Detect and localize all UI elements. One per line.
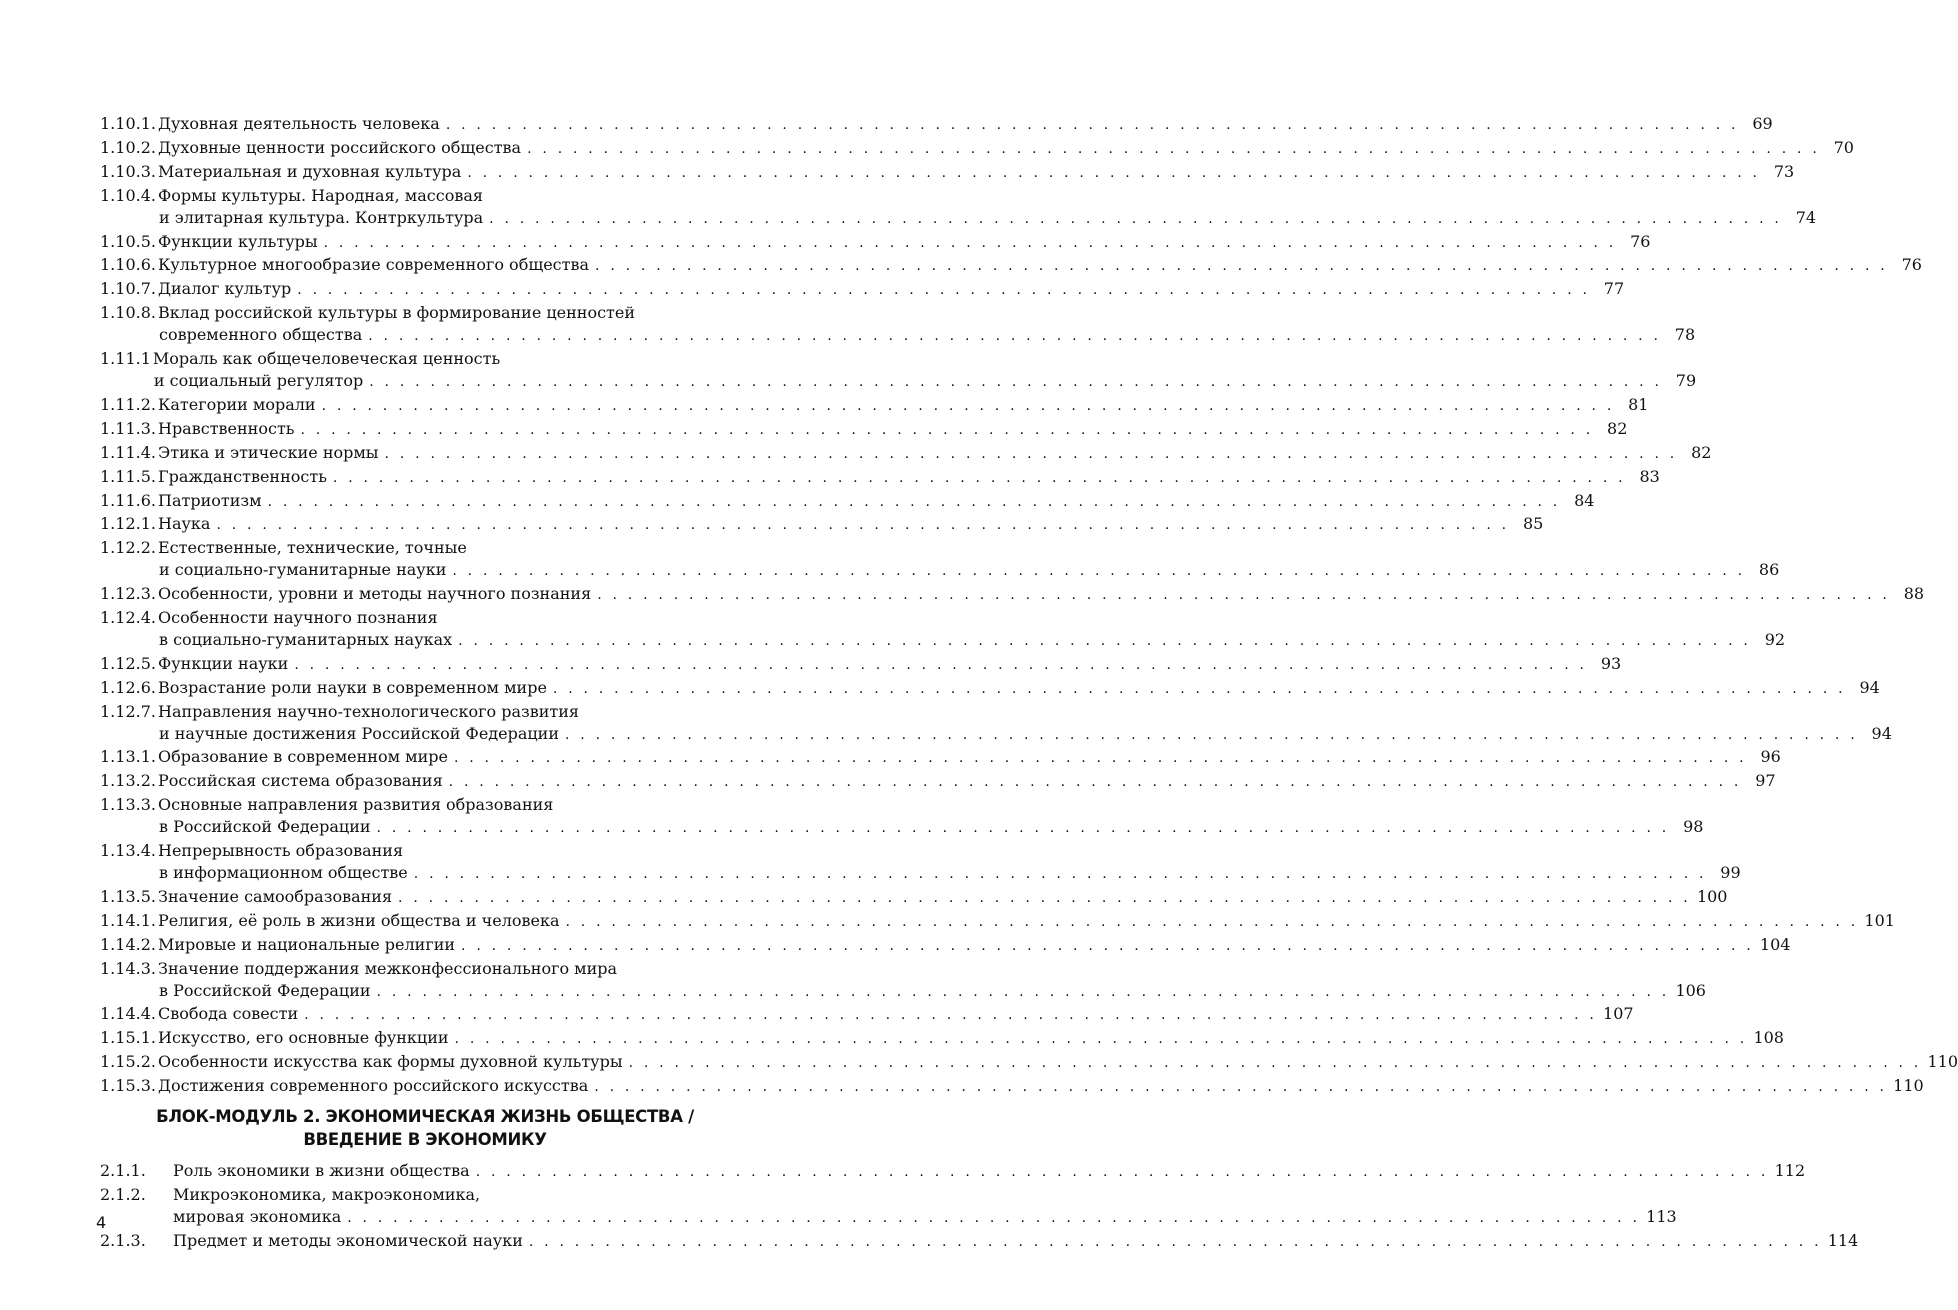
toc-entry-page: 107 [1603, 1004, 1634, 1024]
dot-leader [347, 1208, 1640, 1230]
dot-leader [458, 631, 1751, 653]
toc-entry-title: Формы культуры. Народная, массовая [157, 185, 483, 205]
toc-entry[interactable] [100, 1160, 1806, 1184]
toc-entry-title: Мораль как общечеловеческая ценность [152, 349, 501, 369]
toc-entry-page: 92 [1764, 629, 1786, 649]
toc-entry-number: 1.10.1. [100, 114, 156, 133]
dot-leader [461, 936, 1754, 958]
dot-leader [294, 655, 1587, 677]
toc-entry[interactable] [100, 113, 1773, 137]
dot-leader [377, 818, 1670, 840]
toc-entry-page: 104 [1759, 934, 1791, 954]
toc-entry[interactable] [100, 1184, 1677, 1230]
dot-leader [297, 280, 1590, 302]
toc-entry[interactable] [100, 1003, 1634, 1027]
toc-entry[interactable] [100, 1027, 1784, 1051]
toc-entry-title: Значение самообразования [157, 886, 393, 906]
toc-entry-title: Этика и этические нормы [157, 442, 379, 462]
toc-entry-page: 76 [1630, 231, 1651, 251]
toc-entry-number: 1.11.2. [100, 394, 156, 414]
toc-entry-page: 112 [1774, 1161, 1806, 1181]
toc-entry[interactable] [100, 746, 1781, 770]
toc-entry-page: 83 [1639, 466, 1660, 486]
toc-block-1 [100, 113, 1958, 1099]
toc-entry-page: 74 [1795, 207, 1817, 227]
toc-entry-page: 69 [1752, 114, 1773, 133]
toc-entry-title: в Российской Федерации [158, 980, 371, 1000]
page-number: 4 [96, 1213, 107, 1232]
toc-entry-title: Непрерывность образования [157, 841, 404, 861]
toc-entry-title: Роль экономики в жизни общества [173, 1161, 470, 1181]
toc-entry-number: 1.10.6. [100, 255, 156, 275]
toc-entry-title: Гражданственность [157, 466, 327, 486]
toc-entry-page: 106 [1675, 980, 1706, 1000]
toc-entry-title: в Российской Федерации [158, 817, 371, 837]
toc-entry-page: 93 [1600, 653, 1622, 673]
toc-entry-number: 2.1.3. [100, 1230, 146, 1250]
toc-entry-number: 1.11.1 [100, 349, 151, 369]
dot-leader [324, 233, 1617, 255]
toc-entry-title: Духовная деятельность человека [157, 114, 440, 133]
toc-entry[interactable] [100, 185, 1817, 231]
toc-entry-number: 1.14.3. [100, 958, 156, 978]
dot-leader [216, 515, 1509, 537]
toc-entry-number: 1.12.5. [100, 653, 156, 673]
toc-entry[interactable] [100, 653, 1622, 677]
toc-entry-page: 114 [1827, 1230, 1859, 1250]
toc-entry-number: 1.12.6. [100, 677, 156, 697]
toc-entry-page: 94 [1871, 723, 1892, 743]
toc-entry[interactable] [100, 254, 1922, 278]
toc-entry[interactable] [100, 302, 1696, 348]
dot-leader [489, 209, 1782, 231]
dot-leader [385, 444, 1678, 466]
toc-entry[interactable] [100, 934, 1791, 958]
toc-entry-number: 1.11.3. [100, 418, 156, 438]
dot-leader [377, 982, 1670, 1004]
toc-entry-title: мировая экономика [173, 1206, 342, 1226]
toc-entry[interactable] [100, 583, 1925, 607]
toc-entry-page: 108 [1753, 1028, 1784, 1048]
toc-entry[interactable] [100, 442, 1712, 466]
toc-entry-page: 82 [1691, 442, 1712, 462]
toc-entry-page: 110 [1893, 1076, 1924, 1096]
toc-entry-number: 1.13.5. [100, 886, 156, 906]
toc-entry-page: 73 [1773, 161, 1795, 181]
dot-leader [565, 725, 1858, 747]
toc-entry-title: Функции науки [157, 653, 289, 673]
toc-entry-number: 1.13.4. [100, 841, 156, 861]
toc-entry-number: 1.10.3. [100, 161, 156, 181]
toc-entry-number: 1.10.2. [100, 137, 156, 157]
toc-entry-title: Мировые и национальные религии [157, 934, 456, 954]
toc-entry-title: в информационном обществе [158, 863, 408, 882]
toc-entry-number: 1.10.8. [100, 303, 156, 323]
toc-entry-title: Материальная и духовная культура [157, 161, 462, 181]
toc-entry-page: 94 [1859, 677, 1880, 697]
toc-entry-number: 1.13.1. [100, 747, 156, 767]
toc-entry-page: 78 [1674, 325, 1696, 345]
toc-entry-title: Возрастание роли науки в современном мире [157, 677, 547, 697]
toc-entry-number: 2.1.2. [100, 1184, 146, 1204]
toc-block-2 [100, 1160, 1859, 1254]
toc-entry-title: современного общества [158, 325, 363, 345]
toc-entry-page: 96 [1760, 747, 1781, 767]
toc-entry-page: 100 [1696, 886, 1728, 906]
toc-entry-page: 88 [1903, 584, 1925, 604]
toc-entry-number: 1.13.2. [100, 771, 156, 791]
toc-entry-number: 1.10.4. [100, 185, 156, 205]
toc-entry[interactable] [100, 910, 1895, 934]
toc-entry-number: 1.11.5. [100, 466, 156, 486]
dot-leader [449, 772, 1742, 794]
toc-entry[interactable] [100, 958, 1706, 1004]
dot-leader [594, 1077, 1887, 1099]
toc-entry-title: Культурное многообразие современного общества [157, 255, 590, 275]
toc-entry-number: 1.15.2. [100, 1052, 156, 1072]
toc-entry-page: 79 [1675, 370, 1697, 390]
toc-entry[interactable] [100, 231, 1651, 255]
toc-entry-page: 98 [1683, 817, 1704, 837]
dot-leader [629, 1053, 1922, 1075]
toc-entry-number: 1.12.1. [100, 514, 156, 534]
dot-leader [529, 1232, 1822, 1254]
toc-entry-title: Функции культуры [157, 231, 318, 251]
toc-entry-page: 70 [1833, 137, 1854, 157]
toc-entry[interactable] [100, 348, 1697, 394]
section-heading-line-1: БЛОК-МОДУЛЬ 2. ЭКОНОМИЧЕСКАЯ ЖИЗНЬ ОБЩЕСТВА / [156, 1107, 694, 1127]
toc-entry-page: 84 [1574, 490, 1595, 510]
toc-entry-title: Духовные ценности российского общества [157, 137, 522, 157]
dot-leader [446, 115, 1739, 137]
dot-leader [476, 1162, 1769, 1184]
toc-entry-number: 1.15.3. [100, 1076, 156, 1096]
toc-entry-number: 1.12.3. [100, 584, 156, 604]
dot-leader [597, 585, 1890, 607]
toc-entry-number: 1.12.4. [100, 608, 156, 628]
section-heading-line-2: ВВЕДЕНИЕ В ЭКОНОМИКУ [303, 1130, 547, 1150]
toc-entry-number: 1.14.1. [100, 910, 156, 930]
toc-entry-number: 1.12.7. [100, 701, 156, 721]
dot-leader [553, 679, 1846, 701]
dot-leader [455, 1029, 1748, 1051]
toc-entry[interactable] [100, 490, 1595, 514]
toc-entry-title: Микроэкономика, макроэкономика, [173, 1184, 481, 1204]
dot-leader [452, 561, 1745, 583]
toc-entry-page: 86 [1758, 560, 1780, 580]
table-of-contents [100, 113, 1958, 1254]
toc-entry[interactable] [100, 161, 1795, 185]
toc-entry[interactable] [100, 677, 1880, 701]
dot-leader [467, 163, 1760, 185]
dot-leader [304, 1005, 1597, 1027]
toc-entry-title: Предмет и методы экономической науки [173, 1230, 523, 1250]
toc-entry-title: Религия, её роль в жизни общества и человека [157, 910, 560, 930]
toc-entry-number: 1.11.6. [100, 490, 156, 510]
toc-entry-page: 97 [1755, 771, 1776, 791]
toc-entry-title: Российская система образования [157, 771, 443, 791]
toc-entry-page: 76 [1901, 255, 1922, 275]
toc-entry[interactable] [100, 1051, 1958, 1075]
toc-entry[interactable] [100, 886, 1728, 910]
toc-entry-page: 77 [1603, 279, 1625, 299]
toc-entry-number: 2.1.1. [100, 1161, 146, 1181]
toc-entry-title: в социально-гуманитарных науках [158, 629, 453, 649]
toc-entry-title: и элитарная культура. Контркультура [158, 207, 484, 227]
toc-entry-number: 1.11.4. [100, 442, 156, 462]
toc-entry-title: и научные достижения Российской Федерации [158, 723, 559, 743]
toc-entry-title: Достижения современного российского искусства [157, 1076, 589, 1096]
toc-entry[interactable] [100, 394, 1649, 418]
toc-entry-page: 113 [1646, 1206, 1677, 1226]
toc-entry-title: Естественные, технические, точные [157, 538, 467, 558]
toc-entry-page: 99 [1720, 863, 1741, 882]
toc-entry-title: и социально-гуманитарные науки [158, 560, 447, 580]
toc-entry-number: 1.15.1. [100, 1028, 156, 1048]
toc-entry-title: Основные направления развития образования [157, 795, 554, 815]
dot-leader [301, 420, 1594, 442]
toc-entry-page: 110 [1927, 1052, 1958, 1072]
dot-leader [398, 888, 1691, 910]
dot-leader [369, 372, 1662, 394]
toc-entry-page: 85 [1522, 514, 1544, 534]
toc-entry-title: Искусство, его основные функции [157, 1028, 449, 1048]
toc-entry-page: 82 [1607, 418, 1628, 438]
toc-entry-title: Особенности, уровни и методы научного познания [157, 584, 592, 604]
dot-leader [566, 912, 1859, 934]
toc-entry[interactable] [100, 770, 1776, 794]
dot-leader [454, 748, 1747, 770]
toc-entry-number: 1.14.4. [100, 1004, 156, 1024]
toc-entry-title: Свобода совести [157, 1004, 299, 1024]
toc-entry[interactable] [100, 840, 1741, 886]
toc-entry-number: 1.10.7. [100, 279, 156, 299]
toc-entry-title: Диалог культур [157, 279, 292, 299]
toc-entry-title: Категории морали [157, 394, 316, 414]
toc-entry-title: Особенности научного познания [157, 608, 438, 628]
toc-entry[interactable] [100, 278, 1625, 302]
dot-leader [414, 864, 1707, 886]
toc-entry[interactable] [100, 794, 1704, 840]
toc-entry-page: 81 [1628, 394, 1649, 414]
dot-leader [322, 396, 1615, 418]
toc-entry[interactable] [100, 1230, 1859, 1254]
toc-entry[interactable] [100, 537, 1780, 583]
toc-entry[interactable] [100, 466, 1660, 490]
dot-leader [368, 326, 1661, 348]
toc-entry-number: 1.12.2. [100, 538, 156, 558]
dot-leader [595, 256, 1888, 278]
toc-entry-title: Значение поддержания межконфессионального мира [157, 958, 618, 978]
toc-entry-number: 1.13.3. [100, 795, 156, 815]
dot-leader [268, 492, 1561, 514]
toc-entry-title: Образование в современном мире [157, 747, 448, 767]
toc-entry-title: Особенности искусства как формы духовной культуры [157, 1052, 623, 1072]
toc-entry-title: Направления научно-технологического развития [157, 701, 579, 721]
toc-entry[interactable] [100, 607, 1786, 653]
toc-entry[interactable] [100, 701, 1892, 747]
toc-entry[interactable] [100, 1075, 1924, 1099]
toc-entry-title: Наука [157, 514, 211, 534]
toc-entry-page: 101 [1864, 910, 1895, 930]
toc-entry-number: 1.10.5. [100, 231, 156, 251]
toc-entry-title: Вклад российской культуры в формирование ценностей [157, 303, 636, 323]
toc-entry[interactable] [100, 513, 1544, 537]
toc-entry-title: Патриотизм [157, 490, 262, 510]
section-heading [100, 1105, 750, 1151]
toc-entry[interactable] [100, 137, 1854, 161]
toc-entry-title: и социальный регулятор [153, 370, 364, 390]
toc-entry-title: Нравственность [157, 418, 295, 438]
toc-entry-number: 1.14.2. [100, 934, 156, 954]
toc-entry[interactable] [100, 418, 1628, 442]
dot-leader [527, 139, 1820, 161]
dot-leader [333, 468, 1626, 490]
